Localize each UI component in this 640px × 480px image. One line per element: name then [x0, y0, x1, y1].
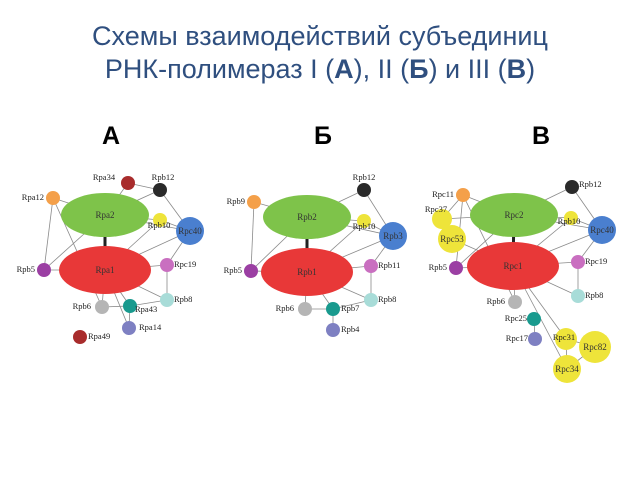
panel-b-network	[224, 172, 407, 337]
node-rpb8-shape	[571, 289, 585, 303]
node-rpc2	[470, 193, 558, 237]
node-rpc40	[176, 217, 204, 245]
node-rpc31-label: Rpc31	[552, 332, 576, 342]
node-rpa49-shape	[73, 330, 87, 344]
panel-label-a: А	[102, 122, 121, 150]
node-rpa1	[59, 246, 151, 294]
node-rpb11	[364, 259, 400, 273]
title-letter-b: Б	[409, 54, 429, 84]
node-rpb8-label: Rpb8	[174, 294, 193, 304]
node-rpc31	[553, 328, 577, 350]
node-rpa12-shape	[46, 191, 60, 205]
node-rpb7-shape	[326, 302, 340, 316]
interaction-edge	[44, 198, 53, 270]
node-rpb7-label: Rpb7	[341, 303, 360, 313]
node-rpa12-label: Rpa12	[21, 192, 44, 202]
node-rpc19-label: Rpc19	[585, 256, 608, 266]
title-line-2-pre: РНК-полимераз I (	[104, 54, 335, 84]
node-rpb8-shape	[160, 293, 174, 307]
node-rpb11-shape	[364, 259, 378, 273]
node-rpb12	[353, 172, 376, 197]
node-rpc53-label: Rpc53	[440, 234, 464, 244]
node-rpc19	[571, 255, 607, 269]
node-rpc19	[160, 258, 196, 272]
node-rpa34-label: Rpa34	[92, 172, 116, 182]
panel-label-c: В	[532, 122, 551, 150]
node-rpb8-label: Rpb8	[585, 290, 604, 300]
panel-label-b: Б	[314, 122, 332, 150]
node-rpb6	[487, 295, 522, 309]
node-rpc37	[425, 204, 452, 229]
node-rpb5	[429, 261, 463, 275]
node-rpb6-shape	[298, 302, 312, 316]
node-rpa34-shape	[121, 176, 135, 190]
node-rpb3-label: Rpb3	[383, 231, 403, 241]
node-rpc19-label: Rpc19	[174, 259, 197, 269]
node-rpb12	[565, 179, 602, 194]
node-rpb5	[224, 264, 258, 278]
node-rpc82-label: Rpc82	[583, 342, 607, 352]
node-rpc17	[506, 332, 542, 346]
node-rpb12-label: Rpb12	[151, 172, 175, 182]
node-rpb1-label: Rpb1	[297, 267, 317, 277]
node-rpb5-label: Rpb5	[428, 262, 447, 272]
node-rpc25-label: Rpc25	[504, 313, 527, 323]
node-rpa43-label: Rpa43	[135, 304, 158, 314]
node-rpa49-label: Rpa49	[88, 331, 111, 341]
node-rpb5-shape	[37, 263, 51, 277]
node-rpb1	[261, 248, 353, 296]
node-rpa49	[73, 330, 110, 344]
node-rpb8-label: Rpb8	[378, 294, 397, 304]
node-rpb7	[326, 302, 359, 316]
panel-a-network	[17, 172, 204, 344]
node-rpb8-shape	[364, 293, 378, 307]
panel-c-network	[425, 179, 616, 383]
node-rpa14-shape	[122, 321, 136, 335]
node-rpc19-shape	[571, 255, 585, 269]
node-rpb6-label: Rpb6	[486, 296, 505, 306]
node-rpb9-shape	[247, 195, 261, 209]
title-line-2-mid1: ), II (	[353, 54, 410, 84]
node-rpb10	[353, 214, 376, 231]
node-rpb12-shape	[153, 183, 167, 197]
node-rpb5	[17, 263, 51, 277]
node-rpc40	[588, 216, 616, 244]
node-rpc82	[579, 331, 611, 363]
node-rpb10-label: Rpb10	[147, 220, 171, 230]
node-rpc2-label: Rpc2	[504, 210, 524, 220]
node-rpb2-label: Rpb2	[297, 212, 317, 222]
node-rpb6-label: Rpb6	[275, 303, 294, 313]
node-rpb12-shape	[565, 180, 579, 194]
title-line-2-mid2: ) и III (	[428, 54, 507, 84]
node-rpc17-label: Rpc17	[505, 333, 528, 343]
node-rpb10-label: Rpb10	[352, 221, 376, 231]
node-rpc40-label: Rpc40	[178, 226, 202, 236]
node-rpb10	[148, 213, 171, 230]
node-rpb6-label: Rpb6	[72, 301, 91, 311]
node-rpb8	[364, 293, 396, 307]
node-rpb10-label: Rpb10	[557, 216, 581, 226]
node-rpb4-shape	[326, 323, 340, 337]
node-rpc19-shape	[160, 258, 174, 272]
node-rpb9-label: Rpb9	[226, 196, 245, 206]
node-rpc53	[438, 225, 466, 253]
node-rpc11-shape	[456, 188, 470, 202]
interaction-edge	[251, 202, 254, 271]
node-rpc1-label: Rpc1	[503, 261, 523, 271]
node-rpb12-shape	[357, 183, 371, 197]
node-rpc25	[505, 312, 541, 326]
node-rpb8	[571, 289, 603, 303]
node-rpb10	[558, 211, 581, 226]
node-rpb5-shape	[449, 261, 463, 275]
node-rpb12-label: Rpb12	[579, 179, 602, 189]
node-rpb4-label: Rpb4	[341, 324, 360, 334]
node-rpc25-shape	[527, 312, 541, 326]
node-rpb6	[276, 302, 312, 316]
node-rpb11-label: Rpb11	[378, 260, 401, 270]
node-rpb4	[326, 323, 360, 337]
node-rpa2-label: Rpa2	[95, 210, 115, 220]
node-rpa1-label: Rpa1	[95, 265, 115, 275]
node-rpa12	[22, 191, 60, 205]
node-rpb12-label: Rpb12	[352, 172, 376, 182]
node-rpb6-shape	[95, 300, 109, 314]
node-rpb3	[379, 222, 407, 250]
node-rpa14	[122, 321, 162, 335]
title-line-1: Схемы взаимодействий субъединиц	[92, 21, 548, 51]
title-line-2-post: )	[526, 54, 536, 84]
node-rpb5-shape	[244, 264, 258, 278]
node-rpa14-label: Rpa14	[139, 322, 162, 332]
node-rpa34	[93, 172, 135, 190]
node-rpb5-label: Rpb5	[16, 264, 35, 274]
node-rpc11-label: Rpc11	[432, 189, 454, 199]
node-rpb12	[152, 172, 175, 197]
node-rpa2	[61, 193, 149, 237]
node-rpb8	[160, 293, 192, 307]
node-rpb6	[73, 300, 109, 314]
node-rpc40-label: Rpc40	[590, 225, 614, 235]
node-rpb2	[263, 195, 351, 239]
node-rpa43	[123, 299, 157, 314]
node-rpc37-label: Rpc37	[424, 204, 448, 214]
node-rpc1	[467, 242, 559, 290]
node-rpb6-shape	[508, 295, 522, 309]
node-rpc34-label: Rpc34	[555, 364, 579, 374]
title-letter-a: А	[334, 54, 354, 84]
title-letter-c: В	[506, 54, 527, 84]
node-rpc17-shape	[528, 332, 542, 346]
node-rpb5-label: Rpb5	[223, 265, 242, 275]
node-rpc34	[553, 355, 581, 383]
node-rpc11	[432, 188, 470, 202]
node-rpb9	[227, 195, 261, 209]
